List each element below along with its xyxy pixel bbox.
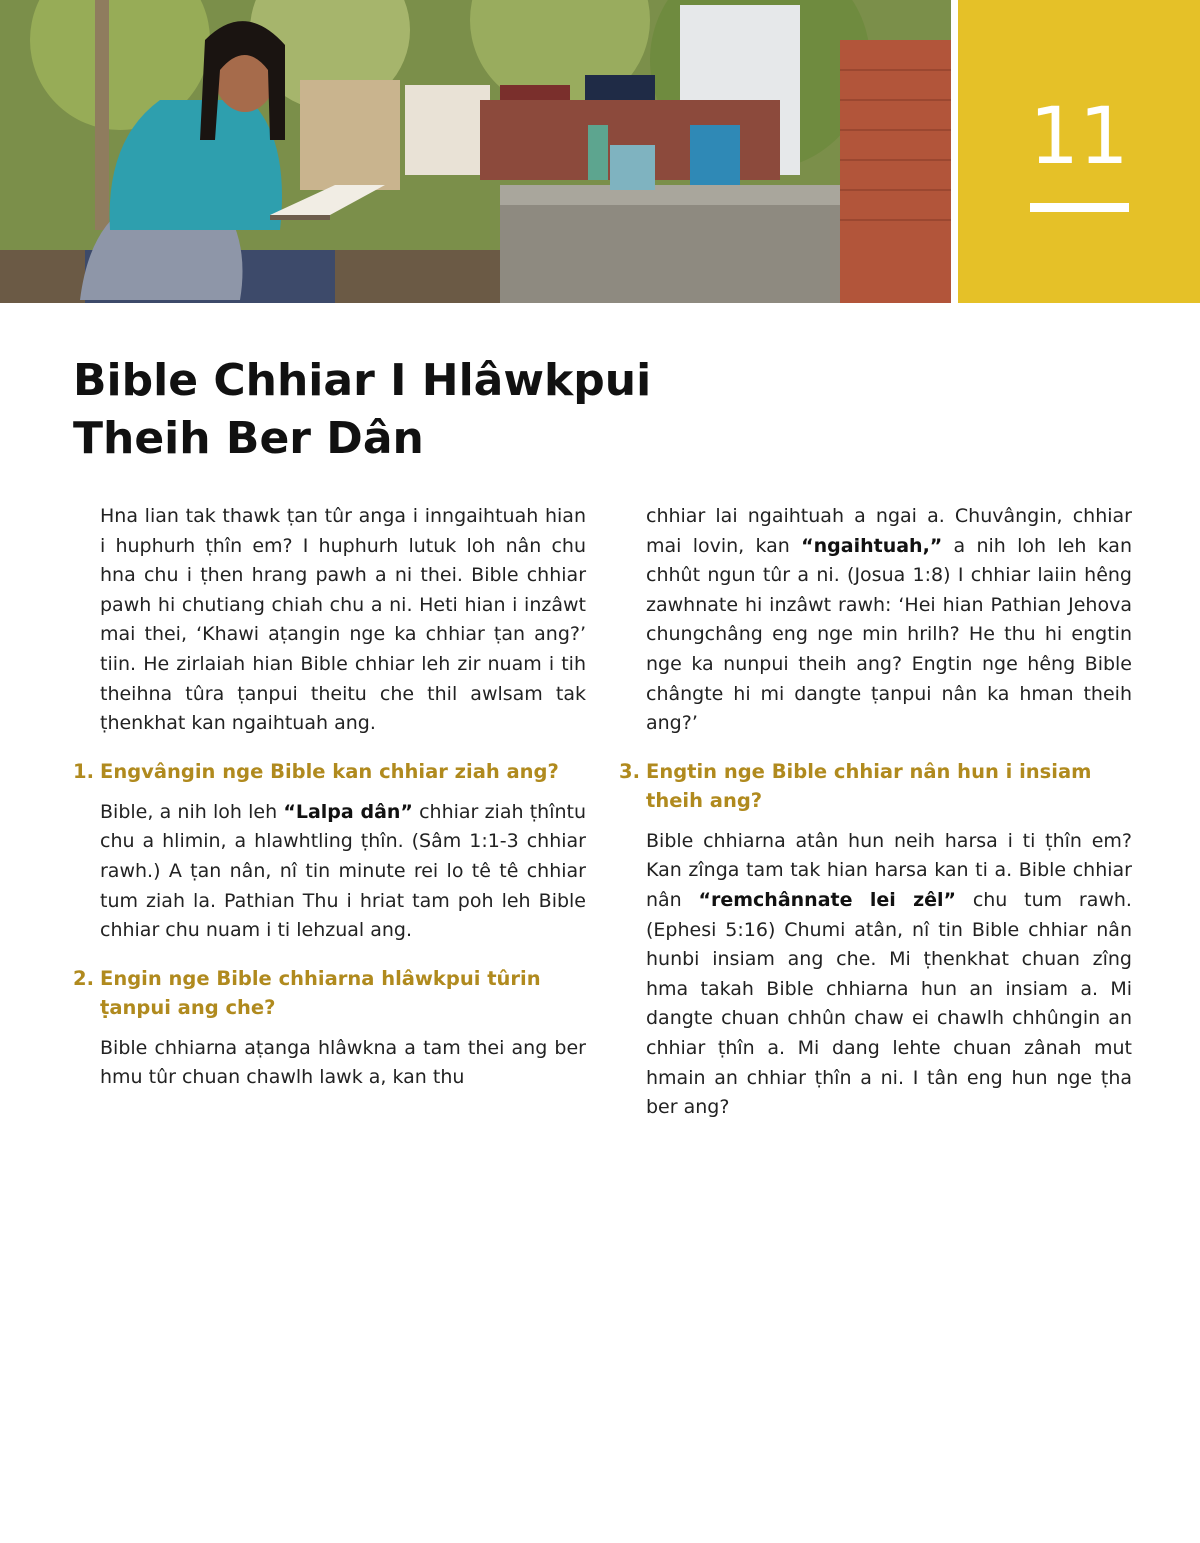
question-3-number: 3. [619, 759, 640, 783]
question-1 [73, 757, 586, 786]
right-column [619, 502, 1132, 1123]
lesson-number: 11 [1029, 92, 1129, 182]
question-1-number: 1. [73, 759, 94, 783]
hero-photo [0, 0, 951, 303]
lesson-number-underline [1030, 203, 1129, 212]
page-title-line-2: Theih Ber Dân [73, 413, 424, 464]
question-2 [73, 964, 586, 1022]
answer-3-emphasis: “remchânnate lei zêl” [698, 888, 957, 911]
answer-3-text-b: chu tum rawh. (Ephesi 5:16) Chumi atân, nî tin Bible chhiar nân hunbi insiam ang che. Mi ṭhenkhat chuan zîng hma takah Bible chhiarna hun an insiam a. Mi dangte chuan chhûn chaw ei chawlh chhûngin an chhiar ṭhîn a. Mi dang lehte chuan zânah mut hmain an chhiar ṭhîn a ni. I tân eng hun nge ṭha ber ang? [646, 888, 1132, 1119]
answer-2-text-b: a nih loh leh kan chhût ngun tûr a ni. (Josua 1:8) I chhiar laiin hêng zawhnate hi inzâwt rawh: ‘Hei hian Pathian Jehova chungchâng eng nge min hrilh? He thu hi engtin nge ka nunpui theih ang? Engtin nge hêng Bible chângte hi mi dangte ṭanpui nân ka hman theih ang?’ [646, 534, 1132, 735]
answer-3-text-a: Bible chhiarna atân hun neih harsa i ti ṭhîn em? Kan zînga tam tak hian harsa kan ti a. Bible chhiar nân [646, 829, 1132, 911]
question-2-text: Engin nge Bible chhiarna hlâwkpui tûrin ṭanpui ang che? [100, 966, 541, 1019]
answer-2-emphasis: “ngaihtuah,” [801, 534, 943, 557]
woman-reading-illustration [0, 0, 951, 303]
question-3-text: Engtin nge Bible chhiar nân hun i insiam theih ang? [646, 759, 1092, 812]
left-column [73, 502, 587, 1093]
answer-1-emphasis: “Lalpa dân” [283, 800, 413, 823]
question-3 [619, 757, 1132, 815]
answer-2-paragraph-part-1: Bible chhiarna aṭanga hlâwkna a tam thei ang ber hmu tûr chuan chawlh lawk a, kan thu [100, 1036, 586, 1089]
question-2-number: 2. [73, 966, 94, 990]
answer-1-text-a: Bible, a nih loh leh [100, 800, 284, 823]
lesson-number-badge [958, 0, 1200, 303]
answer-1-paragraph [100, 798, 586, 946]
page-title-line-1: Bible Chhiar I Hlâwkpui [73, 355, 652, 406]
answer-1-text-b: chhiar ziah ṭhîntu chu a hlimin, a hlawhtling ṭhîn. (Sâm 1:1-3 chhiar rawh.) A ṭan nân, nî tin minute rei lo tê tê chhiar tum ziah la. Pathian Thu i hriat tam poh leh Bible chhiar chu nuam i ti lehzual ang. [100, 800, 587, 942]
answer-3-paragraph [646, 827, 1132, 1123]
answer-2-text-a: chhiar lai ngaihtuah a ngai a. Chuvângin, chhiar mai lovin, kan [646, 505, 1132, 557]
page-title [73, 352, 773, 468]
question-1-text: Engvângin nge Bible kan chhiar ziah ang? [100, 759, 559, 783]
answer-2-paragraph-part-2 [646, 502, 1132, 739]
intro-paragraph: Hna lian tak thawk ṭan tûr anga i inngaihtuah hian i huphurh ṭhîn em? I huphurh lutuk loh nân chu hna chu i ṭhen hrang pawh a ni thei. Bible chhiar pawh hi chutiang chiah chu a ni. Heti hian i inzâwt mai thei, ‘Khawi aṭangin nge ka chhiar ṭan ang?’ tiin. He zirlaiah hian Bible chhiar leh zir nuam i tih theihna tûra ṭanpui theitu che thil awlsam tak ṭhenkhat kan ngaihtuah ang. [100, 505, 586, 735]
